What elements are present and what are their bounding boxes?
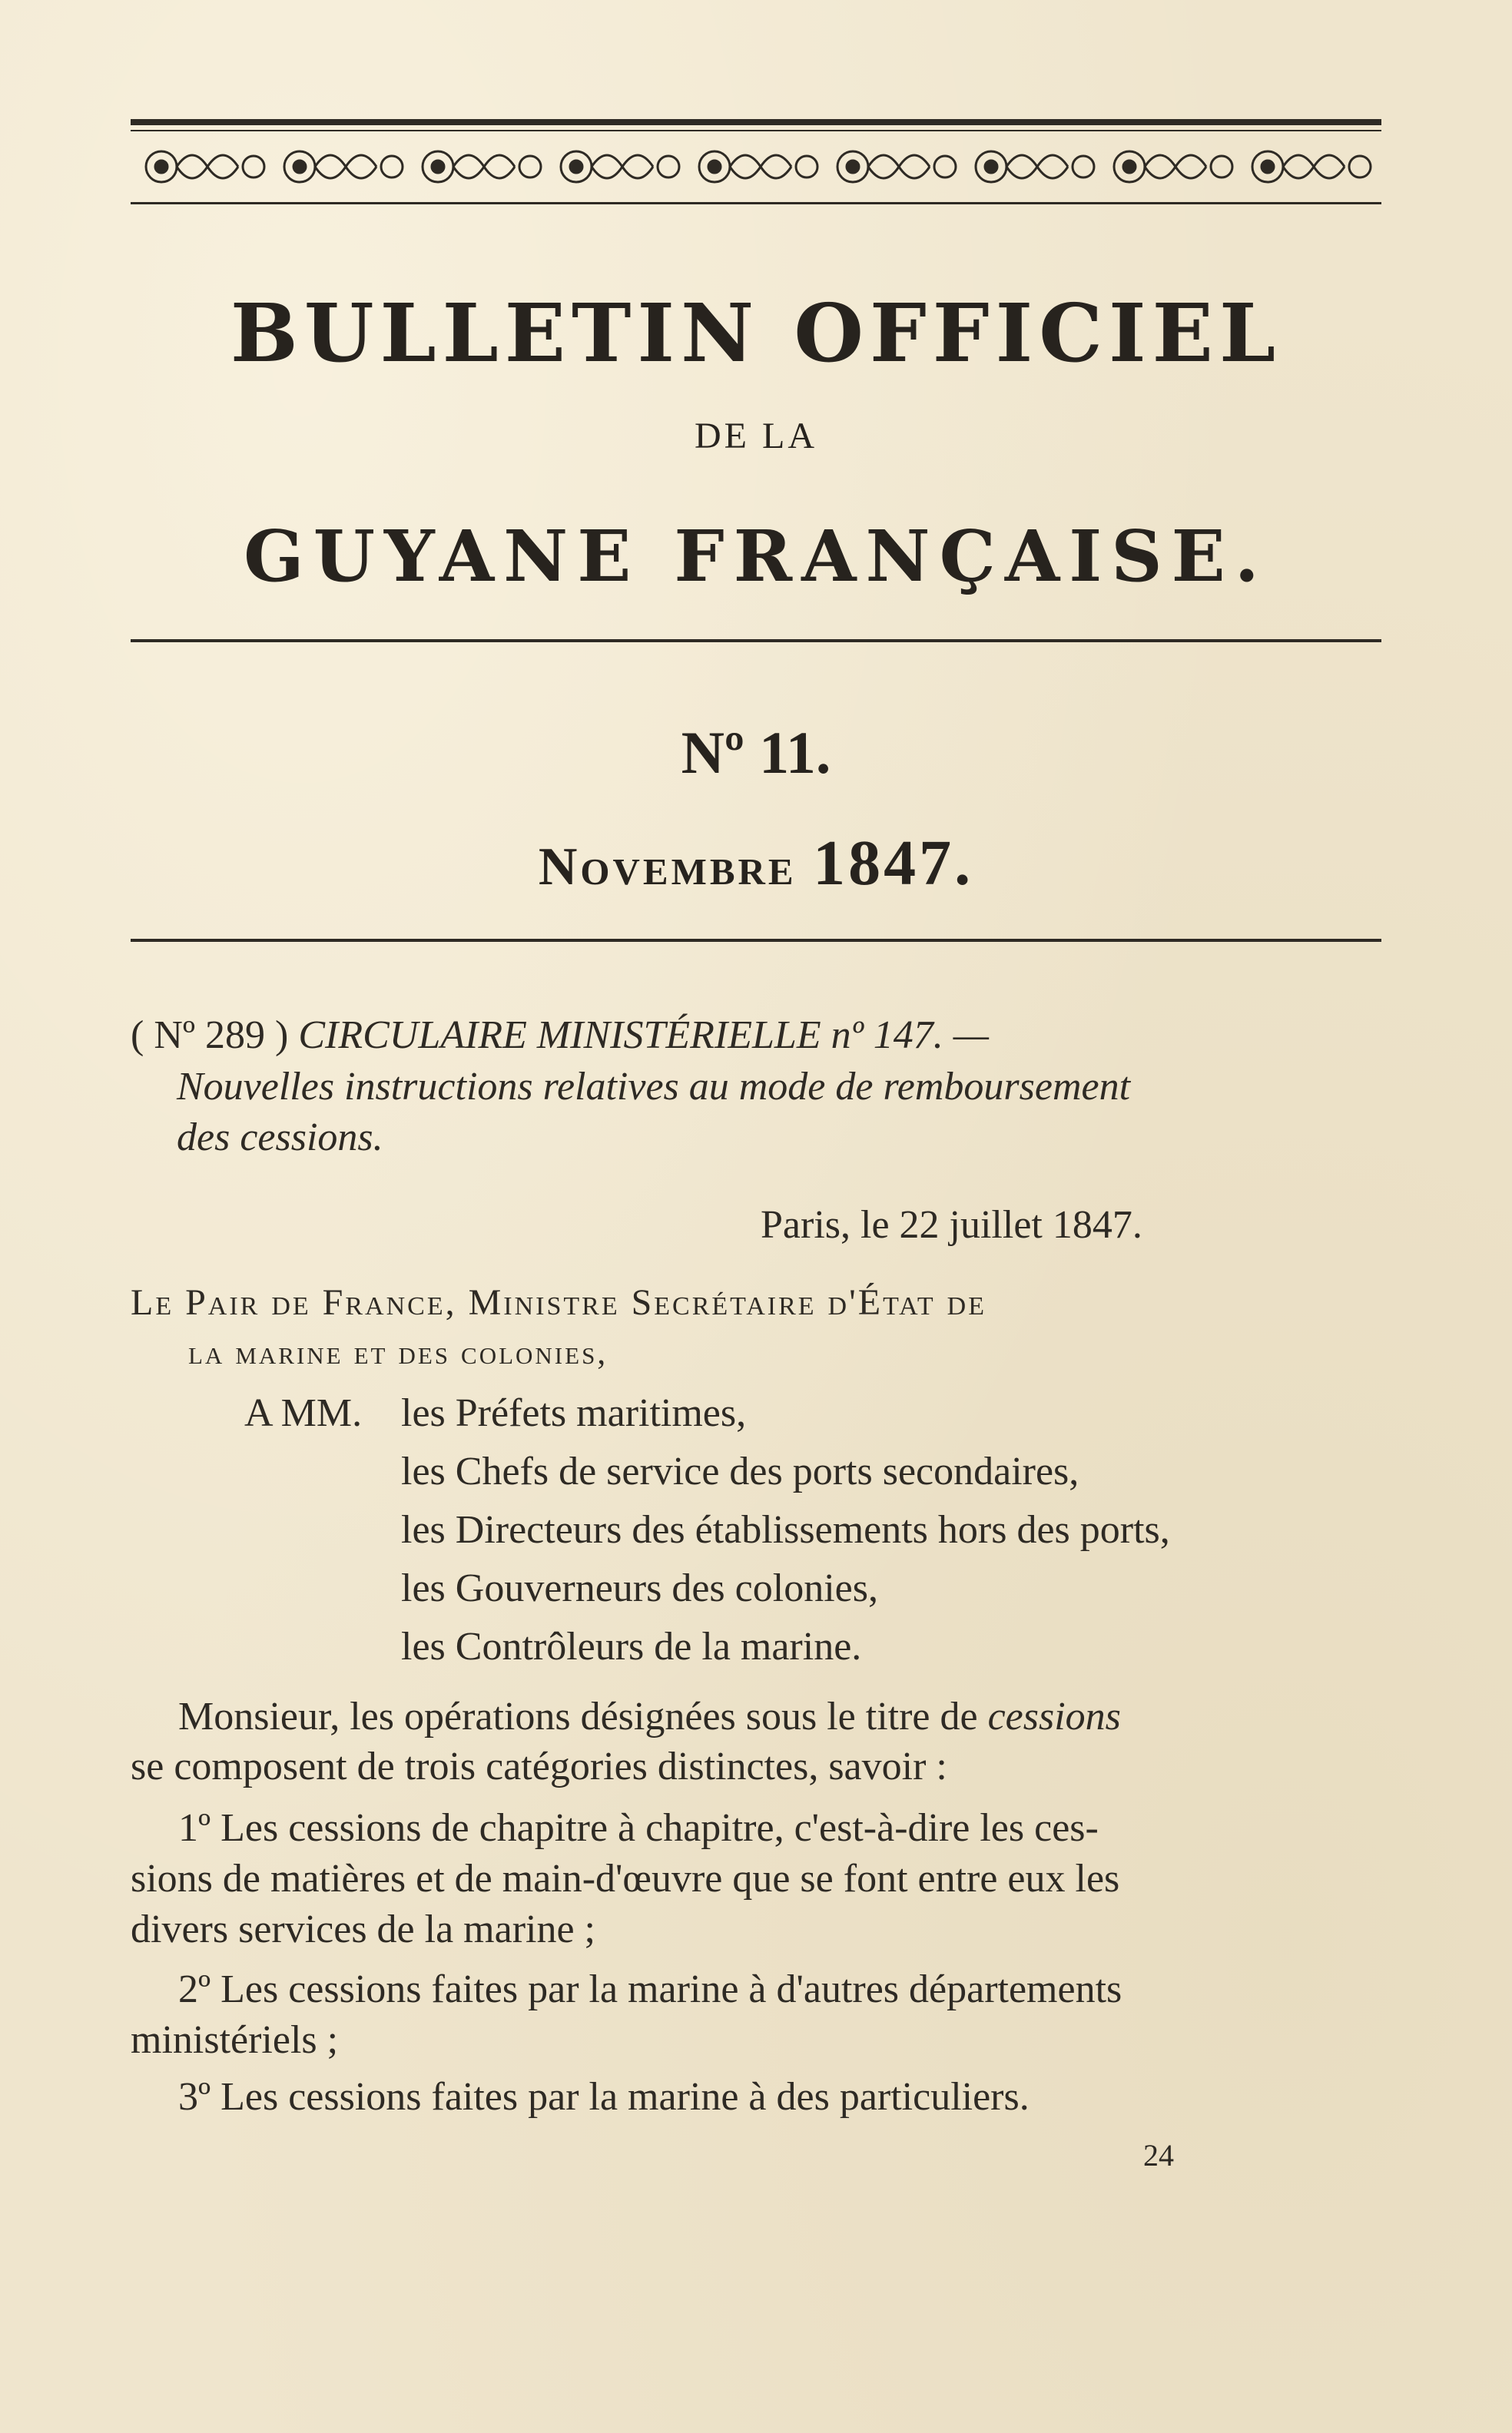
list-item-3-line: 3º Les cessions faites par la marine à des particuliers. — [178, 2075, 1030, 2119]
issue-divider — [131, 939, 1381, 942]
recipient-item: les Gouverneurs des colonies, — [401, 1566, 878, 1610]
article-reference: nº 147. — — [831, 1013, 989, 1057]
masthead-divider — [131, 639, 1381, 642]
body-paragraph-line: se composent de trois catégories distinctes, savoir : — [131, 1745, 947, 1788]
article-number: ( Nº 289 ) — [131, 1013, 289, 1057]
body-text: Monsieur, les opérations désignées sous le titre de — [178, 1695, 978, 1739]
recipient-item: les Préfets maritimes, — [401, 1391, 747, 1435]
issue-year: 1847. — [813, 827, 974, 899]
recipient-item: les Chefs de service des ports secondaires, — [401, 1450, 1079, 1493]
issue-month: Novembre — [538, 837, 797, 897]
article-subject-line-2: des cessions. — [177, 1115, 383, 1159]
list-item-1-line: divers services de la marine ; — [131, 1908, 595, 1951]
bulletin-title-territory: GUYANE FRANÇAISE. — [244, 515, 1268, 598]
list-item-2-line: 2º Les cessions faites par la marine à d'autres départements — [178, 1967, 1122, 2011]
page-number: 24 — [1143, 2138, 1174, 2173]
article-type: CIRCULAIRE MINISTÉRIELLE — [298, 1013, 821, 1057]
list-item-1-line: 1º Les cessions de chapitre à chapitre, c'est-à-dire les ces- — [178, 1806, 1099, 1850]
sender-line-1: Le Pair de France, Ministre Secrétaire d'État de — [131, 1282, 986, 1323]
bulletin-title: BULLETIN OFFICIEL — [230, 286, 1282, 380]
recipient-item: les Contrôleurs de la marine. — [401, 1625, 862, 1669]
body-text-emphasis: cessions — [987, 1695, 1121, 1739]
article-subject-line-1: Nouvelles instructions relatives au mode de remboursement — [177, 1065, 1131, 1109]
body-paragraph-line — [178, 1694, 1121, 1739]
issue-date — [131, 826, 1381, 900]
dateline: Paris, le 22 juillet 1847. — [761, 1203, 1142, 1247]
recipients-prefix: A MM. — [244, 1391, 363, 1435]
recipient-item: les Directeurs des établissements hors des ports, — [401, 1508, 1170, 1552]
bulletin-title-connector: DE LA — [695, 416, 817, 456]
list-item-2-line: ministériels ; — [131, 2018, 339, 2062]
ornamental-header-band — [131, 119, 1381, 211]
sender-line-2: la marine et des colonies, — [188, 1334, 608, 1371]
list-item-1-line: sions de matières et de main-d'œuvre que se font entre eux les — [131, 1857, 1120, 1901]
article-heading — [131, 1013, 989, 1058]
issue-number: Nº 11. — [681, 719, 831, 786]
